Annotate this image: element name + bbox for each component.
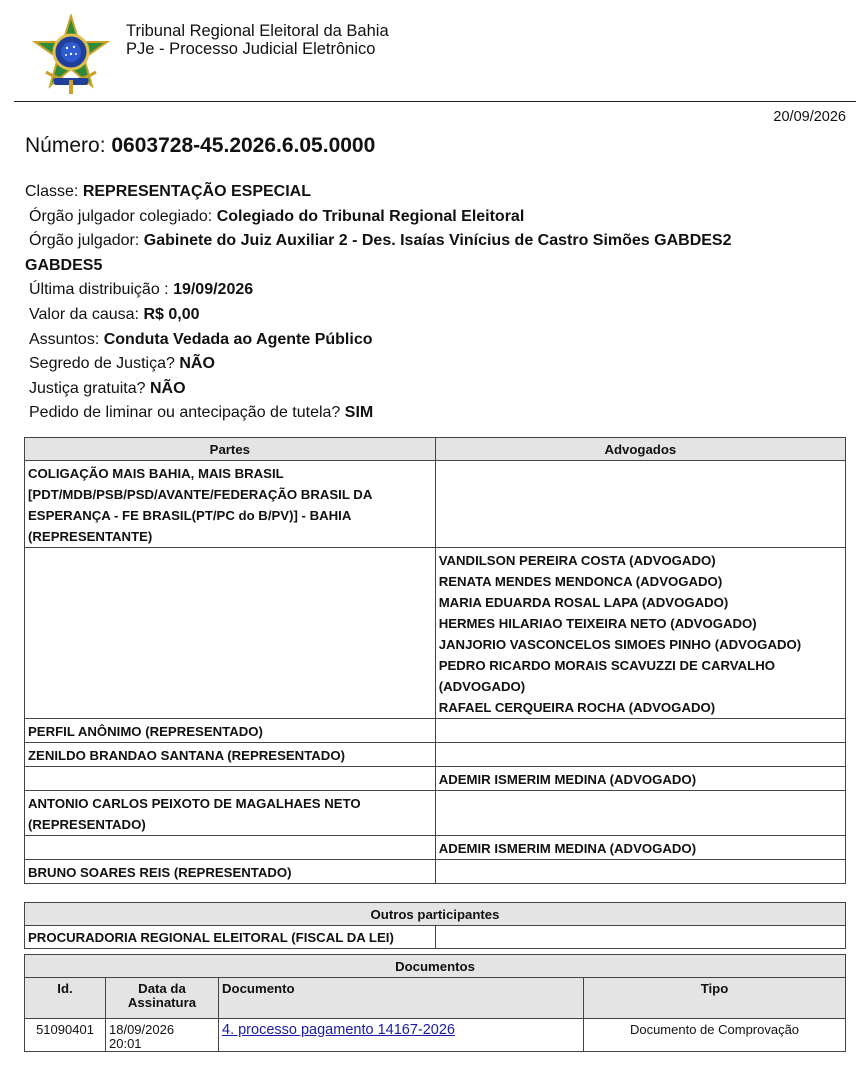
parte-line: (REPRESENTANTE) xyxy=(28,529,153,544)
orgao-value-cont: GABDES5 xyxy=(25,256,103,274)
valor-value: R$ 0,00 xyxy=(143,305,200,323)
gratuita-value: NÃO xyxy=(149,379,186,397)
orgao-colegiado-value: Colegiado do Tribunal Regional Eleitoral xyxy=(216,207,525,225)
orgao-colegiado-line xyxy=(25,205,732,230)
page-header xyxy=(0,0,860,104)
liminar-line xyxy=(25,401,732,426)
orgao-line-cont xyxy=(25,254,732,279)
id-header: Id. xyxy=(25,978,106,1019)
partes-table xyxy=(24,437,846,884)
parte-line: COLIGAÇÃO MAIS BAHIA, MAIS BRASIL xyxy=(28,466,284,481)
advogados-header: Advogados xyxy=(435,438,845,461)
parte-line: ANTONIO CARLOS PEIXOTO DE MAGALHAES NETO xyxy=(28,796,361,811)
advogados-cell xyxy=(435,860,845,884)
orgao-label: Órgão julgador: xyxy=(29,232,140,250)
outros-title: Outros participantes xyxy=(25,903,846,926)
document-link[interactable]: 4. processo pagamento 14167-2026 xyxy=(222,1022,455,1038)
table-row xyxy=(25,767,846,791)
process-metadata xyxy=(25,180,732,426)
outros-table xyxy=(24,902,846,949)
parte-line: ESPERANÇA - FE BRASIL(PT/PC do B/PV)] - BAHIA xyxy=(28,508,352,523)
table-row xyxy=(25,926,846,949)
table-row xyxy=(25,791,846,836)
advogado-line: HERMES HILARIAO TEIXEIRA NETO (ADVOGADO) xyxy=(438,616,757,631)
classe-label: Classe: xyxy=(25,183,79,200)
advogado-line: VANDILSON PEREIRA COSTA (ADVOGADO) xyxy=(438,553,716,568)
distribuicao-value: 19/09/2026 xyxy=(173,281,254,299)
advogados-cell xyxy=(435,836,845,860)
segredo-line xyxy=(25,352,732,377)
brazil-coat-of-arms-icon xyxy=(32,14,110,96)
liminar-label: Pedido de liminar ou antecipação de tutela? xyxy=(29,404,341,422)
parte-cell xyxy=(25,548,436,719)
advogados-cell xyxy=(435,719,845,743)
gratuita-line xyxy=(25,377,732,402)
parte-cell xyxy=(25,461,436,548)
partes-header: Partes xyxy=(25,438,436,461)
advogado-line: RAFAEL CERQUEIRA ROCHA (ADVOGADO) xyxy=(438,700,716,715)
segredo-label: Segredo de Justiça? xyxy=(29,355,175,373)
parte-line: ZENILDO BRANDAO SANTANA (REPRESENTADO) xyxy=(28,748,345,763)
doc-time: 20:01 xyxy=(109,1035,142,1051)
advogados-cell xyxy=(435,791,845,836)
advogado-line: (ADVOGADO) xyxy=(438,679,526,694)
advogados-cell xyxy=(435,767,845,791)
table-row xyxy=(25,719,846,743)
advogados-cell xyxy=(435,548,845,719)
parte-cell xyxy=(25,743,436,767)
advogados-cell xyxy=(435,743,845,767)
parte-line: PERFIL ANÔNIMO (REPRESENTADO) xyxy=(28,724,263,739)
documentos-table xyxy=(24,954,846,1052)
data-header xyxy=(106,978,219,1019)
outros-parte-cell: PROCURADORIA REGIONAL ELEITORAL (FISCAL DA LEI) xyxy=(25,926,436,949)
table-row xyxy=(25,1019,846,1052)
court-name: Tribunal Regional Eleitoral da Bahia xyxy=(126,22,389,40)
header-divider xyxy=(14,101,856,102)
orgao-line xyxy=(25,229,732,254)
process-number-label: Número: xyxy=(25,134,106,157)
assuntos-value: Conduta Vedada ao Agente Público xyxy=(103,330,373,348)
table-row xyxy=(25,548,846,719)
advogado-line: JANJORIO VASCONCELOS SIMOES PINHO (ADVOGADO) xyxy=(438,637,802,652)
distribuicao-line xyxy=(25,278,732,303)
process-number xyxy=(25,134,375,158)
parte-line: BRUNO SOARES REIS (REPRESENTADO) xyxy=(28,865,292,880)
system-name: PJe - Processo Judicial Eletrônico xyxy=(126,40,376,58)
documentos-title: Documentos xyxy=(25,955,846,978)
table-row xyxy=(25,743,846,767)
documento-header: Documento xyxy=(219,978,584,1019)
parte-cell xyxy=(25,719,436,743)
doc-type-cell: Documento de Comprovação xyxy=(584,1019,846,1052)
advogado-line: MARIA EDUARDA ROSAL LAPA (ADVOGADO) xyxy=(438,595,729,610)
advogado-line: ADEMIR ISMERIM MEDINA (ADVOGADO) xyxy=(438,772,697,787)
orgao-colegiado-label: Órgão julgador colegiado: xyxy=(29,207,213,225)
data-header-line2: Assinatura xyxy=(127,995,197,1010)
distribuicao-label: Última distribuição : xyxy=(29,281,169,299)
doc-date-cell xyxy=(106,1019,219,1052)
liminar-value: SIM xyxy=(344,404,374,422)
parte-cell xyxy=(25,791,436,836)
parte-cell xyxy=(25,860,436,884)
assuntos-label: Assuntos: xyxy=(29,330,100,348)
advogado-line: RENATA MENDES MENDONCA (ADVOGADO) xyxy=(438,574,723,589)
data-header-line1: Data da xyxy=(138,981,186,996)
table-row xyxy=(25,461,846,548)
classe-value: REPRESENTAÇÃO ESPECIAL xyxy=(82,183,311,200)
assuntos-line xyxy=(25,328,732,353)
partes-body xyxy=(25,461,846,884)
parte-cell xyxy=(25,767,436,791)
doc-id-cell: 51090401 xyxy=(25,1019,106,1052)
gratuita-label: Justiça gratuita? xyxy=(29,379,146,397)
parte-cell xyxy=(25,836,436,860)
valor-label: Valor da causa: xyxy=(29,305,139,323)
table-row xyxy=(25,836,846,860)
report-date: 20/09/2026 xyxy=(773,109,846,125)
process-number-value: 0603728-45.2026.6.05.0000 xyxy=(111,134,376,157)
advogado-line: PEDRO RICARDO MORAIS SCAVUZZI DE CARVALHO xyxy=(438,658,775,673)
classe-line xyxy=(25,180,732,205)
doc-date: 18/09/2026 xyxy=(109,1022,175,1037)
tipo-header: Tipo xyxy=(584,978,846,1019)
parte-line: (REPRESENTADO) xyxy=(28,817,146,832)
segredo-value: NÃO xyxy=(179,355,215,373)
outros-empty-cell xyxy=(435,926,845,949)
advogado-line: ADEMIR ISMERIM MEDINA (ADVOGADO) xyxy=(438,841,697,856)
doc-link-cell xyxy=(219,1019,584,1052)
advogados-cell xyxy=(435,461,845,548)
valor-line xyxy=(25,303,732,328)
parte-line: [PDT/MDB/PSB/PSD/AVANTE/FEDERAÇÃO BRASIL DA xyxy=(28,487,373,502)
table-row xyxy=(25,860,846,884)
orgao-value: Gabinete do Juiz Auxiliar 2 - Des. Isaías Vinícius de Castro Simões GABDES2 xyxy=(143,232,732,250)
